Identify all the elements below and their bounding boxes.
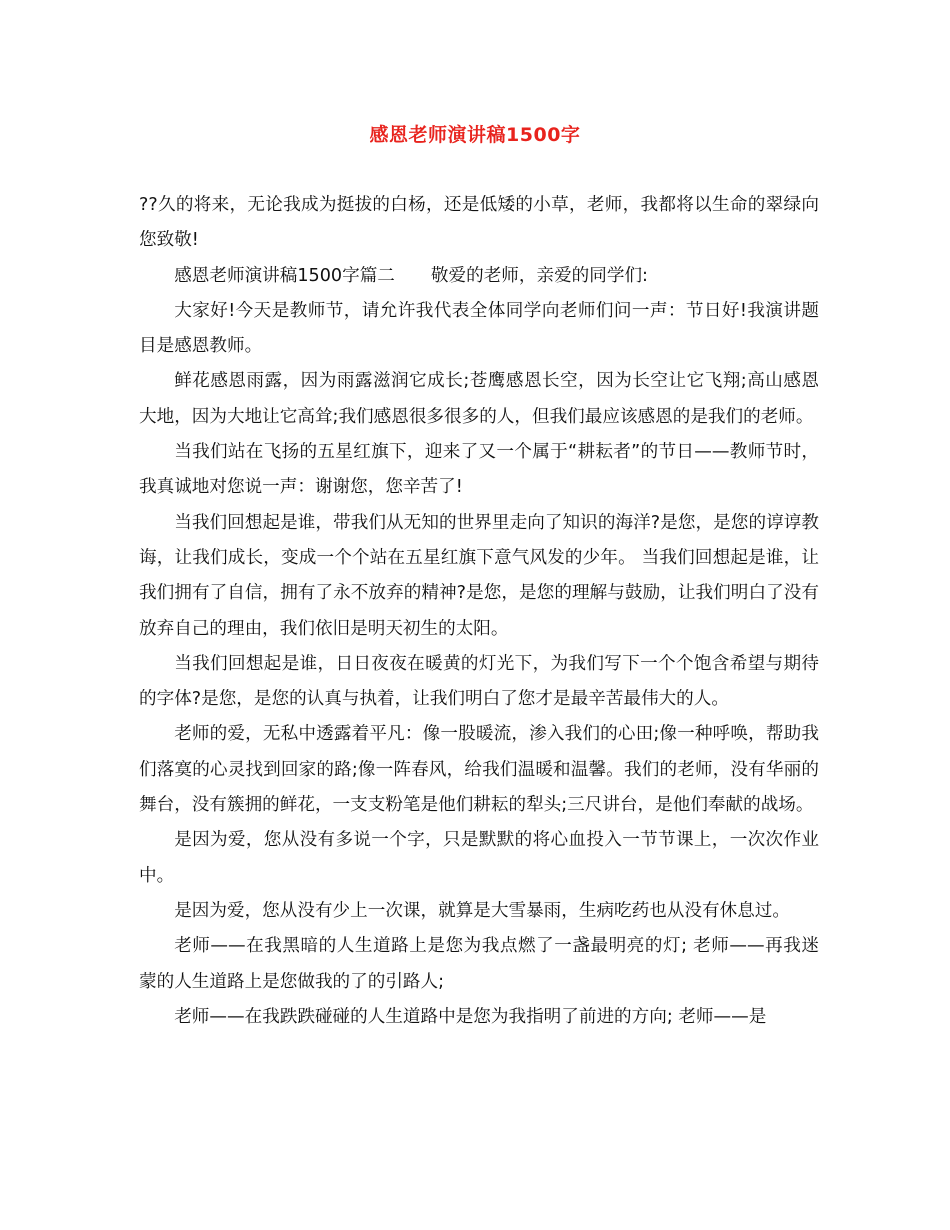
paragraph-10: 老师——在我黑暗的人生道路上是您为我点燃了一盏最明亮的灯; 老师——再我迷蒙的人生道路上是您做我的了的引路人; [139, 936, 819, 992]
paragraph-7: 老师的爱，无私中透露着平凡：像一股暖流，渗入我们的心田;像一种呼唤，帮助我们落寞的心灵找到回家的路;像一阵春风，给我们温暖和温馨。我们的老师，没有华丽的舞台，没有簇拥的鲜花，一支支粉笔是他们耕耘的犁头;三尺讲台，是他们奉献的战场。 [139, 724, 819, 816]
paragraph-9: 是因为爱，您从没有少上一次课，就算是大雪暴雨，生病吃药也从没有休息过。 [174, 900, 790, 921]
paragraph-5: 当我们回想起是谁，带我们从无知的世界里走向了知识的海洋?是您，是您的谆谆教诲，让我们成长，变成一个个站在五星红旗下意气风发的少年。 当我们回想起是谁，让我们拥有了自信，拥有了永不放弃的精神?是您，是您的理解与鼓励，让我们明白了没有放弃自己的理由，我们依旧是明天初生的太阳。 [139, 512, 819, 639]
paragraph-3: 鲜花感恩雨露，因为雨露滋润它成长;苍鹰感恩长空，因为长空让它飞翔;高山感恩大地，因为大地让它高耸;我们感恩很多很多的人，但我们最应该感恩的是我们的老师。 [139, 371, 819, 427]
paragraph-1: ??久的将来，无论我成为挺拔的白杨，还是低矮的小草，老师，我都将以生命的翠绿向您致敬! [139, 195, 819, 251]
document-body [139, 188, 819, 1035]
document-title: 感恩老师演讲稿1500字 [369, 124, 581, 146]
paragraph-6: 当我们回想起是谁，日日夜夜在暖黄的灯光下，为我们写下一个个饱含希望与期待的字体?是您，是您的认真与执着，让我们明白了您才是最辛苦最伟大的人。 [139, 653, 819, 710]
paragraph-11: 老师——在我跌跌碰碰的人生道路中是您为我指明了前进的方向; 老师——是 [174, 1006, 767, 1027]
paragraph-8: 是因为爱，您从没有多说一个字，只是默默的将心血投入一节节课上，一次次作业中。 [139, 830, 819, 886]
greeting: 敬爱的老师，亲爱的同学们: [430, 265, 648, 286]
section-heading: 感恩老师演讲稿1500字篇二 [174, 265, 395, 286]
paragraph-2: 大家好!今天是教师节，请允许我代表全体同学向老师们问一声：节日好!我演讲题目是感恩教师。 [139, 300, 819, 357]
paragraph-4: 当我们站在飞扬的五星红旗下，迎来了又一个属于“耕耘者”的节日——教师节时，我真诚地对您说一声：谢谢您，您辛苦了! [139, 442, 819, 498]
section-heading-line [139, 259, 819, 294]
